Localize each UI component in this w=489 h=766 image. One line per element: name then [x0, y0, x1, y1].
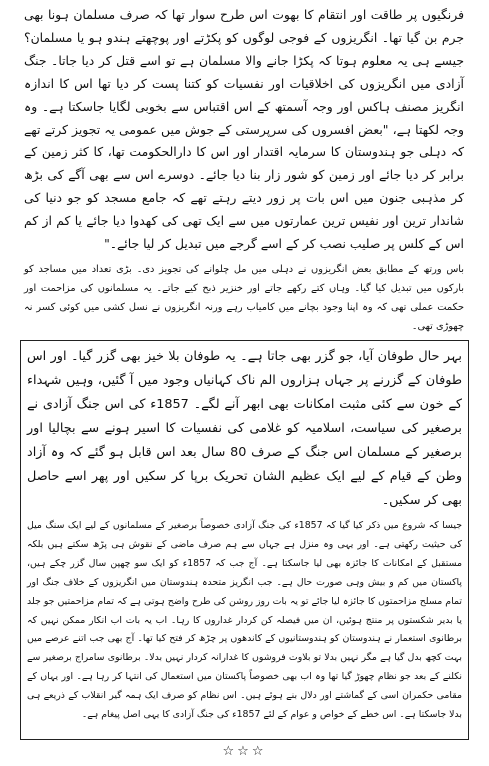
boxed-section: [20, 340, 469, 740]
section-separator: ☆☆☆: [222, 744, 267, 759]
paragraph-4: جیسا کہ شروع میں ذکر کیا گیا کہ 1857ء کی جنگ آزادی خصوصاً برصغیر کے مسلمانوں کے لیے ایک سنگ میل کی حیثیت رکھتی ہے۔ اور یہی وہ منزل ہے جہاں سے ہم صرف ماضی کے نقوش ہی پڑھ سکتے ہیں بلکہ مستقبل کے امکانات کا جائزہ بھی لیا جاسکتا ہے۔ آج جب کہ 1857ء کو ایک سو چھپن سال گزر چکے ہیں، پاکستان میں کم و بیش وہی صورت حال ہے۔ جب انگریز متحدہ ہندوستان میں انگریزوں کے خلاف جنگ اور تمام مسلح مزاحمتوں کا جائزہ لیا جائے تو یہ بات روز روشن کی طرح واضح ہوتی ہے کہ تمام مزاحمتیں جو جلد یا بدیر شکستوں پر منتج ہوئیں، ان میں فیصلہ کن کردار غداروں کا رہا۔ اب یہ بات اب انکار ممکن نہیں کہ برطانوی استعمار نے ہندوستان کو ہندوستانیوں کے کاندھوں پر چڑھ کر فتح کیا تھا۔ آج بھی جب اتنے عرصے میں بہت کچھ بدل گیا ہے مگر نہیں بدلا تو بلاوت فروشوں کا غدارانہ کردار نہیں بدلا۔ برطانوی سامراج برصغیر سے نکلنے کے بعد جو نظام چھوڑ گیا تھا وہ اب بھی خصوصاً پاکستان میں استعمال کی انتہا کر رہا ہے۔ اور یہاں کے مقامی حکمران اسی کے گماشتے اور دلال بنے ہوئے ہیں۔ اس نظام کو صرف ایک ہمہ گیر انقلاب کے ذریعے ہی بدلا جاسکتا ہے۔ اس خطے کے خواص و عوام کے لئے 1857ء کی جنگ آزادی کا یہی اصل پیغام ہے۔: [27, 520, 462, 721]
paragraph-2: باس ورتھ کے مطابق بعض انگریزوں نے دہلی میں مل چلوانے کی تجویز دی۔ بڑی تعداد میں مساجد کو بارکوں میں تبدیل کیا گیا۔ وہاں کتے رکھے جاتے اور خنزیر ذبح کیے جاتے۔ یہ مسلمانوں کی مزاحمت اور حکمت عملی تھی کہ وہ اپنا وجود بچانے میں کامیاب رہے ورنہ انگریزوں نے نسل کشی میں کوئی کسر نہ چھوڑی تھی۔: [24, 264, 464, 332]
paragraph-3: بہر حال طوفان آیا، جو گزر بھی جاتا ہے۔ یہ طوفان بلا خیز بھی گزر گیا۔ اور اس طوفان کے گزرنے پر جہاں ہزاروں الم ناک کہانیاں وجود میں آ گئیں، وہیں شہداء کے خون سے کئی مثبت امکانات بھی ابھر آنے لگے۔ 1857ء کی اس جنگ آزادی نے برصغیر کی سیاست، اسلامیہ کو غلامی کی نفسیات کا اسیر ہونے سے بچالیا اور برصغیر کے مسلمان اس جنگ کے صرف 80 سال بعد اس قابل ہو گئے کہ وہ آزاد وطن کے قیام کے لیے ایک عظیم الشان تحریک برپا کر سکیں اور پھر اسے حاصل بھی کر سکیں۔: [27, 349, 462, 508]
paragraph-1: فرنگیوں پر طاقت اور انتقام کا بھوت اس طرح سوار تھا کہ صرف مسلمان ہونا بھی جرم بن گیا تھا۔ انگریزوں کے فوجی لوگوں کو پکڑتے اور پوچھتے ہندو ہو یا مسلمان؟ جیسے ہی یہ معلوم ہوتا کہ پکڑا جانے والا مسلمان ہے تو اسے قتل کر دیا جاتا۔ جنگ آزادی میں انگریزوں کی اخلاقیات اور نفسیات کو کتنا پست کر دیا تھا اس کا اندازہ انگریز مصنف ہاکس اور وجہ آسمتھ کے اس اقتباس سے بخوبی لگایا جاسکتا ہے۔ وہ وجہ لکھتا ہے، "بعض افسروں کی سرپرستی کے جوش میں عمومی یہ تجویز کرتے تھے کہ دہلی جو ہندوستان کا سرمایہ اقتدار اور اس کا دارالحکومت تھا، کا کثر زمین کے برابر کر دیا جائے اور زمین کو شور زار بنا دیا جائے۔ دوسرے اس سے بھی آگے کی بڑھ کر مذہبی جنون میں اس بات پر زور دیتے رہتے تھے کہ جامع مسجد کو جو دنیا کی شاندار ترین اور نفیس ترین عمارتوں میں سے ایک تھی کی کھدوا دیا جائے یا کم از کم اس کے کلس پر صلیب نصب کر کے اسے گرجے میں تبدیل کر لیا جائے۔": [24, 7, 464, 252]
